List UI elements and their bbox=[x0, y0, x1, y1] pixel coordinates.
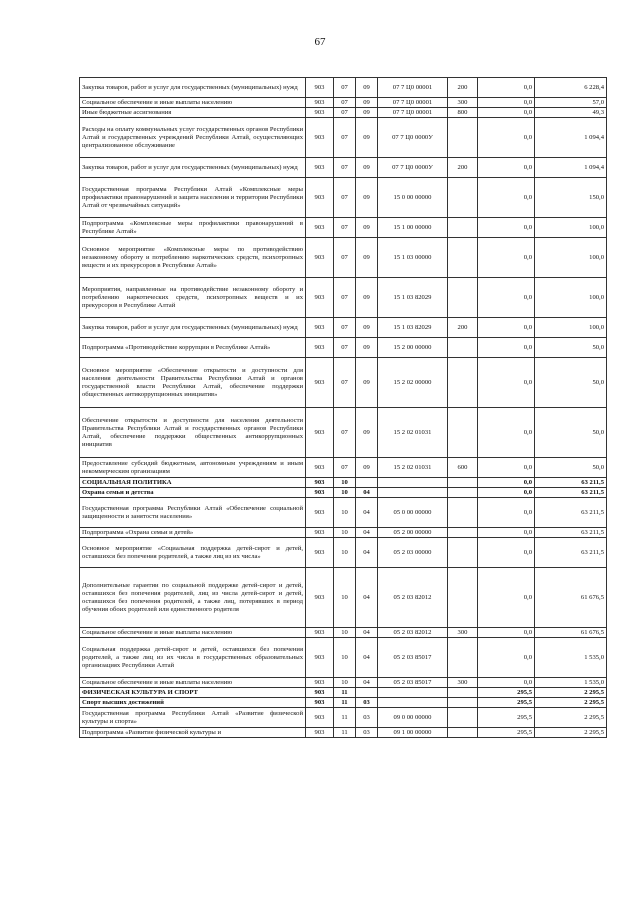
subsection-cell: 09 bbox=[356, 318, 378, 338]
amount-1-cell: 0,0 bbox=[478, 178, 535, 218]
amount-2-cell: 50,0 bbox=[535, 408, 607, 458]
row-name-cell: Закупка товаров, работ и услуг для государственных (муниципальных) нужд bbox=[80, 158, 306, 178]
amount-1-cell: 0,0 bbox=[478, 358, 535, 408]
amount-1-cell: 295,5 bbox=[478, 688, 535, 698]
target-article-cell: 05 2 03 00000 bbox=[378, 538, 448, 568]
ministry-code-cell: 903 bbox=[306, 678, 334, 688]
row-name-cell: Основное мероприятие «Обеспечение открытости и доступности для населения деятельности Правительства Республики Алтай и органов государственной власти Республики Алтай, обеспечение поддержки общественных антикоррупционных инициатив» bbox=[80, 358, 306, 408]
section-cell: 07 bbox=[334, 218, 356, 238]
section-cell: 07 bbox=[334, 78, 356, 98]
ministry-code-cell: 903 bbox=[306, 538, 334, 568]
expense-type-cell: 800 bbox=[448, 108, 478, 118]
subsection-cell: 04 bbox=[356, 528, 378, 538]
subsection-cell: 03 bbox=[356, 728, 378, 738]
table-row bbox=[80, 478, 607, 488]
target-article-cell: 07 7 Ц0 0000У bbox=[378, 158, 448, 178]
table-row bbox=[80, 488, 607, 498]
target-article-cell: 15 2 02 00000 bbox=[378, 358, 448, 408]
expense-type-cell: 300 bbox=[448, 678, 478, 688]
subsection-cell: 04 bbox=[356, 538, 378, 568]
table-row bbox=[80, 528, 607, 538]
row-name-cell: Социальное обеспечение и иные выплаты населению bbox=[80, 98, 306, 108]
target-article-cell: 05 2 03 85017 bbox=[378, 678, 448, 688]
section-cell: 07 bbox=[334, 458, 356, 478]
row-name-cell: Государственная программа Республики Алтай «Развитие физической культуры и спорта» bbox=[80, 708, 306, 728]
expense-type-cell bbox=[448, 528, 478, 538]
target-article-cell bbox=[378, 488, 448, 498]
amount-1-cell: 295,5 bbox=[478, 698, 535, 708]
section-cell: 07 bbox=[334, 238, 356, 278]
section-cell: 11 bbox=[334, 708, 356, 728]
section-cell: 07 bbox=[334, 278, 356, 318]
amount-2-cell: 63 211,5 bbox=[535, 528, 607, 538]
amount-2-cell: 50,0 bbox=[535, 358, 607, 408]
expense-type-cell bbox=[448, 728, 478, 738]
table-row bbox=[80, 628, 607, 638]
expense-type-cell: 300 bbox=[448, 98, 478, 108]
subsection-cell: 09 bbox=[356, 178, 378, 218]
row-name-cell: Подпрограмма «Противодействие коррупции в Республике Алтай» bbox=[80, 338, 306, 358]
row-name-cell: Социальное обеспечение и иные выплаты населению bbox=[80, 628, 306, 638]
table-row bbox=[80, 338, 607, 358]
ministry-code-cell: 903 bbox=[306, 318, 334, 338]
ministry-code-cell: 903 bbox=[306, 338, 334, 358]
section-cell: 07 bbox=[334, 408, 356, 458]
table-row bbox=[80, 78, 607, 98]
amount-1-cell: 295,5 bbox=[478, 708, 535, 728]
target-article-cell: 07 7 Ц0 00001 bbox=[378, 108, 448, 118]
budget-table bbox=[79, 77, 607, 738]
expense-type-cell: 300 bbox=[448, 628, 478, 638]
row-name-cell: Иные бюджетные ассигнования bbox=[80, 108, 306, 118]
amount-2-cell: 50,0 bbox=[535, 338, 607, 358]
amount-2-cell: 61 676,5 bbox=[535, 628, 607, 638]
subsection-cell: 09 bbox=[356, 458, 378, 478]
amount-2-cell: 63 211,5 bbox=[535, 478, 607, 488]
amount-1-cell: 0,0 bbox=[478, 408, 535, 458]
ministry-code-cell: 903 bbox=[306, 638, 334, 678]
page-number: 67 bbox=[314, 36, 326, 48]
ministry-code-cell: 903 bbox=[306, 158, 334, 178]
subsection-cell: 04 bbox=[356, 678, 378, 688]
expense-type-cell: 600 bbox=[448, 458, 478, 478]
row-name-cell: СОЦИАЛЬНАЯ ПОЛИТИКА bbox=[80, 478, 306, 488]
expense-type-cell bbox=[448, 218, 478, 238]
subsection-cell: 09 bbox=[356, 118, 378, 158]
amount-2-cell: 150,0 bbox=[535, 178, 607, 218]
section-cell: 07 bbox=[334, 338, 356, 358]
amount-2-cell: 57,0 bbox=[535, 98, 607, 108]
amount-2-cell: 1 094,4 bbox=[535, 158, 607, 178]
expense-type-cell bbox=[448, 178, 478, 218]
table-row bbox=[80, 178, 607, 218]
table-row bbox=[80, 568, 607, 628]
table-row bbox=[80, 318, 607, 338]
expense-type-cell: 200 bbox=[448, 158, 478, 178]
amount-2-cell: 63 211,5 bbox=[535, 488, 607, 498]
amount-2-cell: 63 211,5 bbox=[535, 498, 607, 528]
row-name-cell: Государственная программа Республики Алтай «Комплексные меры профилактики правонарушений и защита населения и территории Республики Алтай от чрезвычайных ситуаций» bbox=[80, 178, 306, 218]
amount-1-cell: 295,5 bbox=[478, 728, 535, 738]
budget-table-body bbox=[80, 78, 607, 738]
row-name-cell: Социальное обеспечение и иные выплаты населению bbox=[80, 678, 306, 688]
amount-1-cell: 0,0 bbox=[478, 498, 535, 528]
subsection-cell: 04 bbox=[356, 488, 378, 498]
subsection-cell: 09 bbox=[356, 158, 378, 178]
table-row bbox=[80, 98, 607, 108]
subsection-cell: 04 bbox=[356, 568, 378, 628]
amount-2-cell: 6 228,4 bbox=[535, 78, 607, 98]
subsection-cell: 09 bbox=[356, 278, 378, 318]
ministry-code-cell: 903 bbox=[306, 478, 334, 488]
table-row bbox=[80, 698, 607, 708]
expense-type-cell bbox=[448, 408, 478, 458]
expense-type-cell bbox=[448, 358, 478, 408]
expense-type-cell bbox=[448, 638, 478, 678]
expense-type-cell bbox=[448, 118, 478, 158]
subsection-cell: 09 bbox=[356, 218, 378, 238]
table-row bbox=[80, 538, 607, 568]
ministry-code-cell: 903 bbox=[306, 408, 334, 458]
section-cell: 10 bbox=[334, 628, 356, 638]
section-cell: 07 bbox=[334, 358, 356, 408]
table-row bbox=[80, 688, 607, 698]
target-article-cell bbox=[378, 478, 448, 488]
amount-2-cell: 50,0 bbox=[535, 458, 607, 478]
ministry-code-cell: 903 bbox=[306, 238, 334, 278]
amount-1-cell: 0,0 bbox=[478, 458, 535, 478]
amount-1-cell: 0,0 bbox=[478, 108, 535, 118]
table-row bbox=[80, 158, 607, 178]
amount-1-cell: 0,0 bbox=[478, 238, 535, 278]
target-article-cell: 15 1 00 00000 bbox=[378, 218, 448, 238]
row-name-cell: Основное мероприятие «Комплексные меры по противодействию незаконному обороту и потреблению наркотических средств, психотропных веществ и их прекурсоров в Республике Алтай» bbox=[80, 238, 306, 278]
amount-2-cell: 2 295,5 bbox=[535, 698, 607, 708]
ministry-code-cell: 903 bbox=[306, 488, 334, 498]
amount-2-cell: 61 676,5 bbox=[535, 568, 607, 628]
ministry-code-cell: 903 bbox=[306, 498, 334, 528]
row-name-cell: Обеспечение открытости и доступности для населения деятельности Правительства Республики Алтай и государственных органов Республики Алтай, обеспечение поддержки общественных антикоррупционных инициатив bbox=[80, 408, 306, 458]
target-article-cell bbox=[378, 698, 448, 708]
target-article-cell: 05 2 03 85017 bbox=[378, 638, 448, 678]
amount-2-cell: 63 211,5 bbox=[535, 538, 607, 568]
row-name-cell: Охрана семьи и детства bbox=[80, 488, 306, 498]
row-name-cell: Дополнительные гарантии по социальной поддержке детей-сирот и детей, оставшихся без попечения родителей, лиц из числа детей-сирот и детей, оставшихся без попечения родителей, а также лиц, потерявших в период обучения обоих родителей или единственного родителя bbox=[80, 568, 306, 628]
amount-1-cell: 0,0 bbox=[478, 568, 535, 628]
subsection-cell: 03 bbox=[356, 708, 378, 728]
expense-type-cell bbox=[448, 498, 478, 528]
ministry-code-cell: 903 bbox=[306, 458, 334, 478]
ministry-code-cell: 903 bbox=[306, 358, 334, 408]
target-article-cell: 09 1 00 00000 bbox=[378, 728, 448, 738]
row-name-cell: Социальная поддержка детей-сирот и детей, оставшихся без попечения родителей, а также лиц из их числа в государственных образовательных организациях Республики Алтай bbox=[80, 638, 306, 678]
ministry-code-cell: 903 bbox=[306, 78, 334, 98]
table-row bbox=[80, 728, 607, 738]
subsection-cell: 09 bbox=[356, 358, 378, 408]
row-name-cell: Закупка товаров, работ и услуг для государственных (муниципальных) нужд bbox=[80, 78, 306, 98]
amount-1-cell: 0,0 bbox=[478, 278, 535, 318]
row-name-cell: Предоставление субсидий бюджетным, автономным учреждениям и иным некоммерческим организациям bbox=[80, 458, 306, 478]
row-name-cell: Подпрограмма «Развитие физической культуры и bbox=[80, 728, 306, 738]
ministry-code-cell: 903 bbox=[306, 118, 334, 158]
target-article-cell: 05 2 03 82012 bbox=[378, 628, 448, 638]
section-cell: 10 bbox=[334, 678, 356, 688]
target-article-cell: 15 1 03 00000 bbox=[378, 238, 448, 278]
target-article-cell: 15 0 00 00000 bbox=[378, 178, 448, 218]
target-article-cell: 07 7 Ц0 00001 bbox=[378, 78, 448, 98]
amount-2-cell: 2 295,5 bbox=[535, 708, 607, 728]
table-row bbox=[80, 708, 607, 728]
amount-2-cell: 1 535,0 bbox=[535, 678, 607, 688]
target-article-cell: 15 1 03 82029 bbox=[378, 278, 448, 318]
target-article-cell: 15 2 02 01031 bbox=[378, 458, 448, 478]
subsection-cell: 04 bbox=[356, 498, 378, 528]
expense-type-cell bbox=[448, 278, 478, 318]
subsection-cell: 09 bbox=[356, 98, 378, 108]
section-cell: 10 bbox=[334, 488, 356, 498]
amount-1-cell: 0,0 bbox=[478, 488, 535, 498]
ministry-code-cell: 903 bbox=[306, 728, 334, 738]
expense-type-cell bbox=[448, 698, 478, 708]
subsection-cell: 04 bbox=[356, 638, 378, 678]
row-name-cell: Основное мероприятие «Социальная поддержка детей-сирот и детей, оставшихся без попечения родителей, а также лиц из их числа» bbox=[80, 538, 306, 568]
row-name-cell: Расходы на оплату коммунальных услуг государственных органов Республики Алтай и государственных учреждений Республики Алтай, осуществляющих централизованное обслуживание bbox=[80, 118, 306, 158]
amount-1-cell: 0,0 bbox=[478, 98, 535, 108]
subsection-cell: 09 bbox=[356, 238, 378, 278]
amount-1-cell: 0,0 bbox=[478, 158, 535, 178]
table-row bbox=[80, 638, 607, 678]
section-cell: 10 bbox=[334, 638, 356, 678]
expense-type-cell bbox=[448, 478, 478, 488]
ministry-code-cell: 903 bbox=[306, 98, 334, 108]
amount-1-cell: 0,0 bbox=[478, 628, 535, 638]
amount-1-cell: 0,0 bbox=[478, 538, 535, 568]
table-row bbox=[80, 678, 607, 688]
ministry-code-cell: 903 bbox=[306, 688, 334, 698]
table-row bbox=[80, 238, 607, 278]
section-cell: 07 bbox=[334, 108, 356, 118]
expense-type-cell: 200 bbox=[448, 318, 478, 338]
ministry-code-cell: 903 bbox=[306, 698, 334, 708]
amount-2-cell: 100,0 bbox=[535, 238, 607, 278]
subsection-cell: 09 bbox=[356, 108, 378, 118]
table-row bbox=[80, 108, 607, 118]
ministry-code-cell: 903 bbox=[306, 528, 334, 538]
amount-1-cell: 0,0 bbox=[478, 478, 535, 488]
expense-type-cell: 200 bbox=[448, 78, 478, 98]
subsection-cell bbox=[356, 478, 378, 488]
ministry-code-cell: 903 bbox=[306, 108, 334, 118]
ministry-code-cell: 903 bbox=[306, 218, 334, 238]
ministry-code-cell: 903 bbox=[306, 568, 334, 628]
subsection-cell: 09 bbox=[356, 338, 378, 358]
table-row bbox=[80, 218, 607, 238]
subsection-cell: 03 bbox=[356, 698, 378, 708]
ministry-code-cell: 903 bbox=[306, 178, 334, 218]
expense-type-cell bbox=[448, 568, 478, 628]
section-cell: 10 bbox=[334, 568, 356, 628]
section-cell: 10 bbox=[334, 528, 356, 538]
amount-2-cell: 100,0 bbox=[535, 218, 607, 238]
subsection-cell: 09 bbox=[356, 408, 378, 458]
subsection-cell bbox=[356, 688, 378, 698]
row-name-cell: Подпрограмма «Охрана семьи и детей» bbox=[80, 528, 306, 538]
expense-type-cell bbox=[448, 338, 478, 358]
expense-type-cell bbox=[448, 708, 478, 728]
amount-1-cell: 0,0 bbox=[478, 218, 535, 238]
target-article-cell: 15 2 02 01031 bbox=[378, 408, 448, 458]
expense-type-cell bbox=[448, 488, 478, 498]
amount-1-cell: 0,0 bbox=[478, 118, 535, 158]
target-article-cell: 07 7 Ц0 00001 bbox=[378, 98, 448, 108]
amount-1-cell: 0,0 bbox=[478, 528, 535, 538]
section-cell: 11 bbox=[334, 688, 356, 698]
section-cell: 10 bbox=[334, 478, 356, 488]
target-article-cell: 05 2 03 82012 bbox=[378, 568, 448, 628]
amount-2-cell: 1 535,0 bbox=[535, 638, 607, 678]
expense-type-cell bbox=[448, 688, 478, 698]
ministry-code-cell: 903 bbox=[306, 278, 334, 318]
row-name-cell: ФИЗИЧЕСКАЯ КУЛЬТУРА И СПОРТ bbox=[80, 688, 306, 698]
amount-2-cell: 100,0 bbox=[535, 318, 607, 338]
section-cell: 07 bbox=[334, 178, 356, 218]
table-row bbox=[80, 498, 607, 528]
amount-1-cell: 0,0 bbox=[478, 78, 535, 98]
table-row bbox=[80, 458, 607, 478]
amount-1-cell: 0,0 bbox=[478, 638, 535, 678]
section-cell: 07 bbox=[334, 98, 356, 108]
amount-2-cell: 100,0 bbox=[535, 278, 607, 318]
subsection-cell: 09 bbox=[356, 78, 378, 98]
table-row bbox=[80, 278, 607, 318]
section-cell: 10 bbox=[334, 498, 356, 528]
target-article-cell: 09 0 00 00000 bbox=[378, 708, 448, 728]
row-name-cell: Мероприятия, направленные на противодействие незаконному обороту и потреблению наркотических средств, психотропных веществ и их прекурсоров в Республике Алтай bbox=[80, 278, 306, 318]
row-name-cell: Закупка товаров, работ и услуг для государственных (муниципальных) нужд bbox=[80, 318, 306, 338]
row-name-cell: Спорт высших достижений bbox=[80, 698, 306, 708]
amount-1-cell: 0,0 bbox=[478, 338, 535, 358]
section-cell: 11 bbox=[334, 698, 356, 708]
subsection-cell: 04 bbox=[356, 628, 378, 638]
amount-1-cell: 0,0 bbox=[478, 318, 535, 338]
table-row bbox=[80, 118, 607, 158]
amount-2-cell: 2 295,5 bbox=[535, 688, 607, 698]
section-cell: 07 bbox=[334, 118, 356, 158]
table-row bbox=[80, 408, 607, 458]
row-name-cell: Подпрограмма «Комплексные меры профилактики правонарушений в Республике Алтай» bbox=[80, 218, 306, 238]
amount-1-cell: 0,0 bbox=[478, 678, 535, 688]
amount-2-cell: 2 295,5 bbox=[535, 728, 607, 738]
expense-type-cell bbox=[448, 238, 478, 278]
section-cell: 11 bbox=[334, 728, 356, 738]
amount-2-cell: 49,3 bbox=[535, 108, 607, 118]
section-cell: 10 bbox=[334, 538, 356, 568]
target-article-cell: 07 7 Ц0 0000У bbox=[378, 118, 448, 158]
target-article-cell: 15 2 00 00000 bbox=[378, 338, 448, 358]
ministry-code-cell: 903 bbox=[306, 628, 334, 638]
section-cell: 07 bbox=[334, 158, 356, 178]
section-cell: 07 bbox=[334, 318, 356, 338]
expense-type-cell bbox=[448, 538, 478, 568]
target-article-cell: 15 1 03 82029 bbox=[378, 318, 448, 338]
target-article-cell: 05 0 00 00000 bbox=[378, 498, 448, 528]
amount-2-cell: 1 094,4 bbox=[535, 118, 607, 158]
target-article-cell: 05 2 00 00000 bbox=[378, 528, 448, 538]
table-row bbox=[80, 358, 607, 408]
row-name-cell: Государственная программа Республики Алтай «Обеспечение социальной защищенности и занятости населения» bbox=[80, 498, 306, 528]
target-article-cell bbox=[378, 688, 448, 698]
ministry-code-cell: 903 bbox=[306, 708, 334, 728]
